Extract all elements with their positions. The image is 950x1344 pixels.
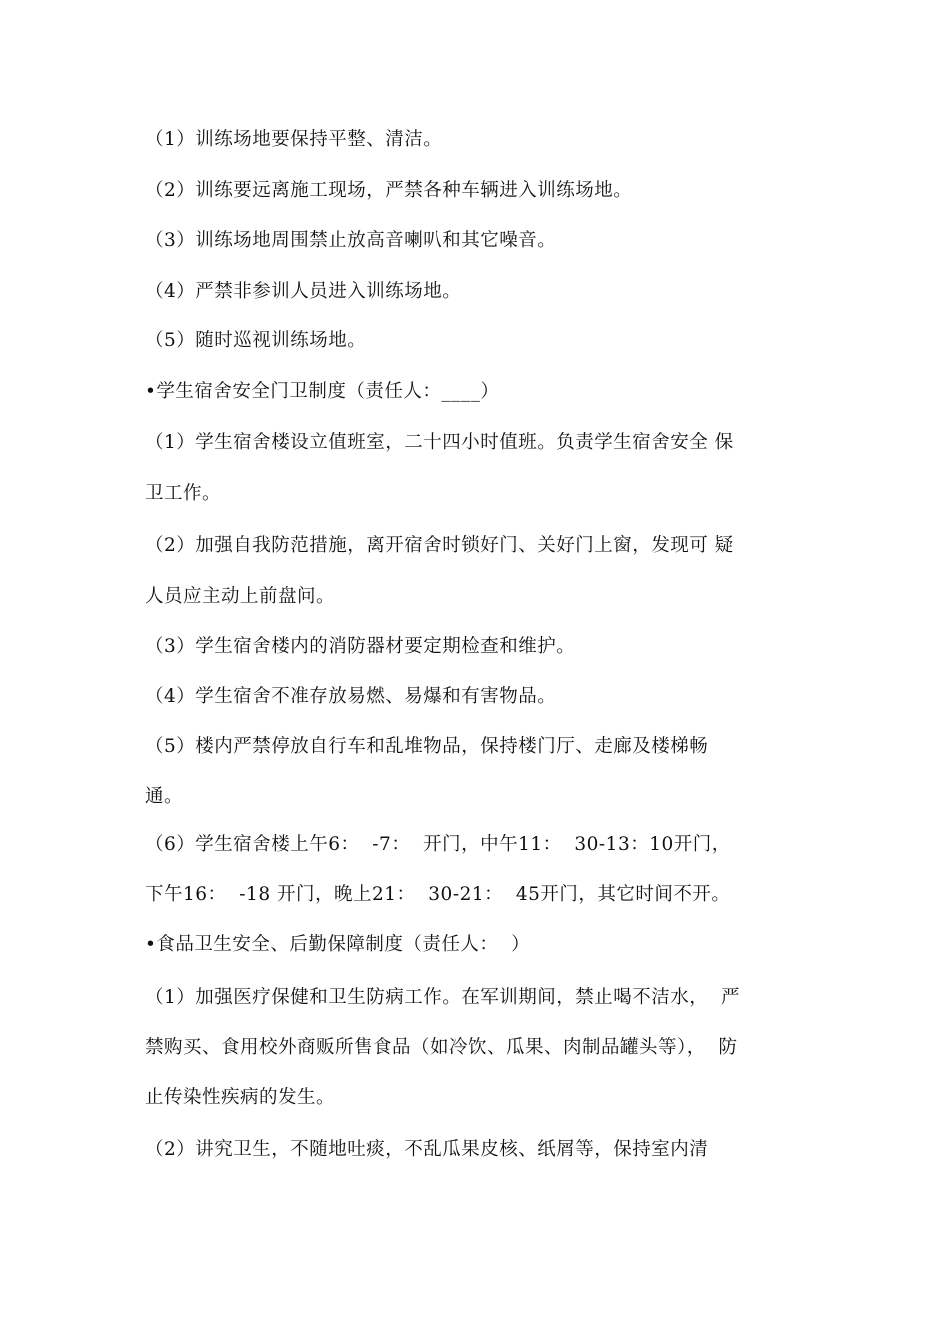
rule-line: （4）严禁非参训人员进入训练场地。 (145, 281, 462, 302)
rule-line: （2）加强自我防范措施，离开宿舍时锁好门、关好门上窗，发现可 疑 (145, 535, 734, 556)
rule-line: （5）随时巡视训练场地。 (145, 330, 367, 351)
rule-line: （3）训练场地周围禁止放高音喇叭和其它噪音。 (145, 230, 557, 251)
section-heading-food: •食品卫生安全、后勤保障制度（责任人： ） (145, 934, 531, 955)
rule-line: （3）学生宿舍楼内的消防器材要定期检查和维护。 (145, 636, 576, 657)
rule-line: （6）学生宿舍楼上午6： -7： 开门，中午11： 30-13：10开门， (145, 834, 731, 855)
rule-line: 通。 (145, 786, 184, 807)
rule-line: （5）楼内严禁停放自行车和乱堆物品，保持楼门厅、走廊及楼梯畅 (145, 736, 709, 757)
rule-line: 禁购买、食用校外商贩所售食品（如冷饮、瓜果、肉制品罐头等）， 防 (145, 1037, 738, 1058)
rule-line: 卫工作。 (145, 483, 222, 504)
rule-line: （2）讲究卫生，不随地吐痰，不乱瓜果皮核、纸屑等，保持室内清 (145, 1139, 709, 1160)
rule-line: （4）学生宿舍不准存放易燃、易爆和有害物品。 (145, 686, 557, 707)
rule-line: （1）加强医疗保健和卫生防病工作。在军训期间，禁止喝不洁水， 严 (145, 987, 741, 1008)
section-heading-dormitory: •学生宿舍安全门卫制度（责任人：____） (145, 381, 500, 402)
rule-line: （2）训练要远离施工现场，严禁各种车辆进入训练场地。 (145, 180, 633, 201)
rule-line: 人员应主动上前盘问。 (145, 586, 336, 607)
rule-line: （1）训练场地要保持平整、清洁。 (145, 129, 443, 150)
rule-line: 止传染性疾病的发生。 (145, 1087, 336, 1108)
rule-line: （1）学生宿舍楼设立值班室，二十四小时值班。负责学生宿舍安全 保 (145, 432, 734, 453)
rule-line: 下午16： -18 开门，晚上21： 30-21： 45开门，其它时间不开。 (145, 884, 731, 905)
